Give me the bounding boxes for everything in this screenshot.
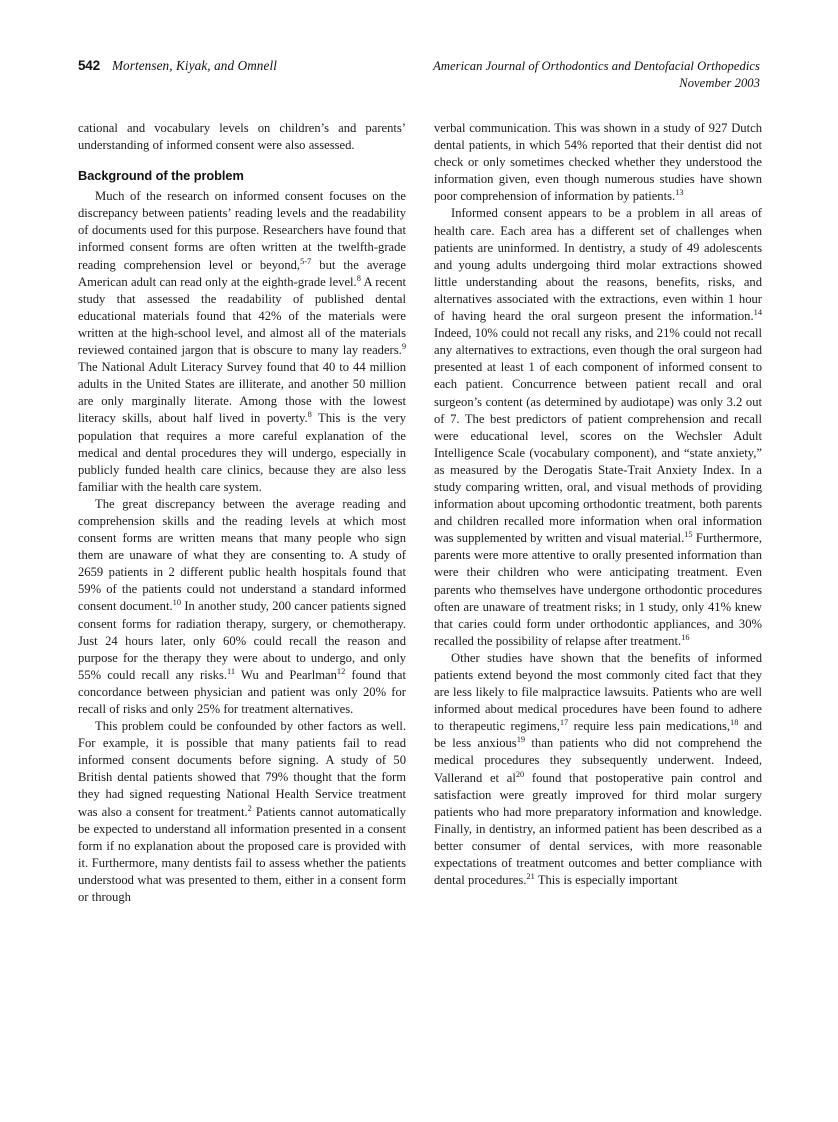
paragraph-left-3 [78,718,406,906]
text-segment: Much of the research on informed consent focuses on the discrepancy between patients’ reading levels and the readability of documents used for this purpose. Researchers have found that informed consent forms are often written at the twelfth-grade reading comprehension level or beyond, [78,189,406,272]
column-right [434,120,762,1070]
citation-ref: 2 [247,803,252,813]
citation-ref: 9 [401,341,406,351]
citation-ref: 19 [516,735,526,745]
running-head-left [78,58,277,74]
text-segment: but the average American adult can read only at the eighth-grade level. [78,257,406,289]
text-segment: The National Adult Literacy Survey found that 40 to 44 million adults in the United States are illiterate, and another 50 million are only marginally literate. Among those with the lowest literacy skills, about half lived in poverty. [78,360,406,426]
citation-ref: 18 [730,718,739,728]
journal-title: American Journal of Orthodontics and Dentofacial Orthopedics [433,59,760,73]
citation-ref: 15 [684,530,693,540]
text-segment: The great discrepancy between the average reading and comprehension skills and the reading levels at which most consent forms are written means that many people who sign them are unaware of what they are consenting to. A study of 2659 patients in 2 different public health hospitals found that 59% of the patients could not understand a standard informed consent document. [78,496,406,614]
issue-date: November 2003 [679,75,760,90]
paragraph-continued-left: cational and vocabulary levels on children’s and parents’ understanding of informed consent were also assessed. [78,121,406,153]
page-number: 542 [78,58,100,73]
running-head [78,58,760,102]
text-segment: than patients who did not comprehend the medical procedures they subsequently underwent. Indeed, Vallerand et al [434,736,762,785]
column-left [78,120,406,1070]
text-segment: and be less anxious [434,719,763,751]
text-segment: verbal communication. This was shown in a study of 927 Dutch dental patients, in which 54% reported that their dentist did not check or only sometimes checked whether they understood the information given, even though numerous studies have shown poor comprehension of information by patients. [434,121,762,204]
text-segment: This problem could be confounded by other factors as well. For example, it is possible that many patients fail to read informed consent documents before signing. A study of 50 British dental patients showed that 79% thought that the form they had signed requesting National Health Service treatment was also a consent for treatment. [78,719,406,819]
paragraph-left-1 [78,188,406,496]
text-segment: Informed consent appears to be a problem in all areas of health care. Each area has a different set of challenges when patients are uninformed. In dentistry, a study of 49 adolescents and young adults undergoing third molar extractions showed little understanding about the reasons, benefits, risks, and alternatives associated with the extractions, even within 1 hour of having heard the oral surgeon present the information. [434,206,762,324]
citation-ref: 10 [172,598,181,608]
citation-ref: 11 [227,666,236,676]
text-segment: Indeed, 10% could not recall any risks, and 21% could not recall any alternatives to extractions, even though the oral surgeon had presented at least 1 of each component of informed consent to each patient. Concurrence between patient recall and oral surgeon’s content (as determined by audiotape) was only 3.2 out of 7. The best predictors of patient comprehension and recall were educational level, scores on the Wechsler Adult Intelligence Scale (vocabulary component), and “state anxiety,” as measured by the Derogatis State-Trait Anxiety Index. In a study comparing written, oral, and visual methods of providing information about upcoming orthodontic treatment, both parents and children recalled more information when oral information was supplemented by written and visual material. [434,326,762,546]
body-columns [78,120,762,1070]
citation-ref: 17 [559,718,569,728]
citation-ref: 16 [681,632,690,642]
citation-ref: 13 [675,188,684,198]
text-segment: found that postoperative pain control and satisfaction were greatly improved for third molar surgery patients who had more preparatory information and knowledge. Finally, in dentistry, an informed patient has been described as a better consumer of dental services, with more reasonable expectations of treatment outcomes and better compliance with dental procedures. [434,770,763,888]
text-segment: Other studies have shown that the benefits of informed patients extend beyond the most commonly cited fact that they are less likely to file malpractice lawsuits. Patients who are well informed about medical procedures have been found to adhere to therapeutic regimens, [434,650,762,734]
citation-ref: 20 [515,769,525,779]
citation-ref: 21 [526,871,535,881]
citation-ref: 8 [307,410,312,420]
text-segment: In another study, 200 cancer patients signed consent forms for radiation therapy, surgery, or chemotherapy. Just 24 hours later, only 60% could recall the reason and purpose for the therapy they were about to undergo, and only 55% could recall any risks. [78,599,407,682]
running-head-right [433,58,760,91]
paragraph-right-1 [434,205,762,649]
citation-ref: 12 [336,666,346,676]
text-segment: A recent study that assessed the readability of published dental educational materials found that 42% of the materials were written at the high-school level, and almost all of the materials reviewed contained jargon that is obscure to many lay readers. [78,274,407,358]
text-segment: found that concordance between physician and patient was only 20% for recall of risks and only 25% for treatment alternatives. [78,667,406,716]
text-segment: This is the very population that requires a more careful explanation of the medical and dental procedures they will undergo, especially in publicly funded health care clinics, because they are also less familiar with the health care system. [78,411,406,494]
author-list: Mortensen, Kiyak, and Omnell [111,58,277,73]
text-segment: Furthermore, parents were more attentive to orally presented information than were their children who were anticipating treatment. Even parents who themselves have undergone orthodontic procedures often are unaware of treatment risks; in 1 study, only 41% knew that caries could form under orthodontic appliances, and 30% recalled the possibility of relapse after treatment. [434,531,762,648]
section-heading-background: Background of the problem [78,168,244,184]
citation-ref: 5-7 [300,256,312,266]
text-segment: Patients cannot automatically be expected to understand all information presented in a consent form if no explanation about the proposed care is provided with it. Furthermore, many dentists fail to assess whether the patients understood what was presented to them, either in a consent form or through [78,804,407,905]
paragraph-left-2 [78,496,406,718]
paragraph-continued-right [434,120,762,205]
text-segment: require less pain medications, [568,719,731,734]
citation-ref: 14 [753,307,762,317]
paragraph-right-2 [434,650,762,889]
citation-ref: 8 [356,273,361,283]
text-segment: Wu and Pearlman [235,667,337,682]
text-segment: This is especially important [534,873,678,888]
